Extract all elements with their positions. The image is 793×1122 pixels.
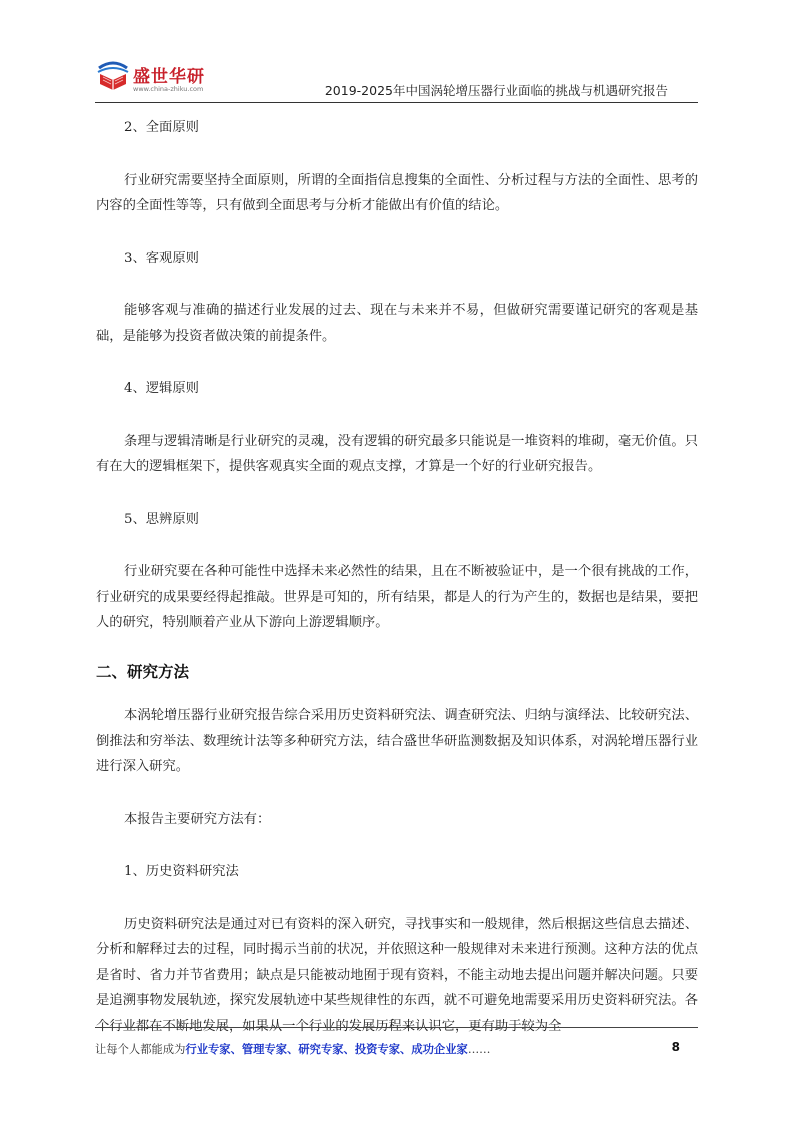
principle-heading: 4、逻辑原则 xyxy=(124,381,199,396)
paragraph: 历史资料研究法是通过对已有资料的深入研究，寻找事实和一般规律，然后根据这些信息去描述、分析和解释过去的过程，同时揭示当前的状况，并依照这种一般规律对未来进行预测。这种方法的优点是省时、省力并节省费用；缺点是只能被动地囿于现有资料，不能主动地去提出问题并解决问题。只要是追溯事物发展轨迹，探究发展轨迹中某些规律性的东西，就不可避免地需要采用历史资料研究法。各个行业都在不断地发展，如果从一个行业的发展历程来认识它，更有助于较为全 xyxy=(96,916,698,1034)
paragraph: 本涡轮增压器行业研究报告综合采用历史资料研究法、调查研究法、归纳与演绎法、比较研究法、倒推法和穷举法、数理统计法等多种研究方法，结合盛世华研监测数据及知识体系，对涡轮增压器行业进行深入研究。 xyxy=(96,708,698,774)
footer-suffix: …… xyxy=(467,1043,491,1056)
method-heading: 1、历史资料研究法 xyxy=(124,864,239,879)
footer-highlight: 行业专家、管理专家、研究专家、投资专家、成功企业家 xyxy=(185,1042,468,1056)
document-body xyxy=(96,105,698,1039)
logo-url: www.china-zhiku.com xyxy=(133,85,204,93)
principle-heading: 3、客观原则 xyxy=(124,250,199,266)
header-divider xyxy=(95,102,698,103)
page-number: 8 xyxy=(671,1040,680,1054)
paragraph: 行业研究需要坚持全面原则，所谓的全面指信息搜集的全面性、分析过程与方法的全面性、思考的内容的全面性等等，只有做到全面思考与分析才能做出有价值的结论。 xyxy=(96,172,698,213)
principle-heading: 2、全面原则 xyxy=(124,120,199,135)
footer-slogan xyxy=(95,1041,490,1057)
section-title: 二、研究方法 xyxy=(96,662,190,681)
footer-prefix: 让每个人都能成为 xyxy=(95,1043,186,1056)
book-logo-icon xyxy=(95,60,131,94)
paragraph: 能够客观与准确的描述行业发展的过去、现在与未来并不易，但做研究需要谨记研究的客观是基础，是能够为投资者做决策的前提条件。 xyxy=(96,303,698,344)
report-title: 2019-2025年中国涡轮增压器行业面临的挑战与机遇研究报告 xyxy=(324,83,668,98)
paragraph: 本报告主要研究方法有： xyxy=(124,811,271,827)
page-header xyxy=(95,56,698,104)
company-logo xyxy=(95,56,225,102)
paragraph: 行业研究要在各种可能性中选择未来必然性的结果，且在不断被验证中，是一个很有挑战的工作，行业研究的成果要经得起推敲。世界是可知的，所有结果，都是人的行为产生的，数据也是结果，要把人的研究，特别顺着产业从下游向上游逻辑顺序。 xyxy=(96,564,698,630)
logo-name: 盛世华研 xyxy=(133,67,205,87)
principle-heading: 5、思辨原则 xyxy=(124,511,199,527)
footer-divider xyxy=(95,1027,698,1028)
paragraph: 条理与逻辑清晰是行业研究的灵魂，没有逻辑的研究最多只能说是一堆资料的堆砌，毫无价值。只有在大的逻辑框架下，提供客观真实全面的观点支撑，才算是一个好的行业研究报告。 xyxy=(96,433,698,474)
